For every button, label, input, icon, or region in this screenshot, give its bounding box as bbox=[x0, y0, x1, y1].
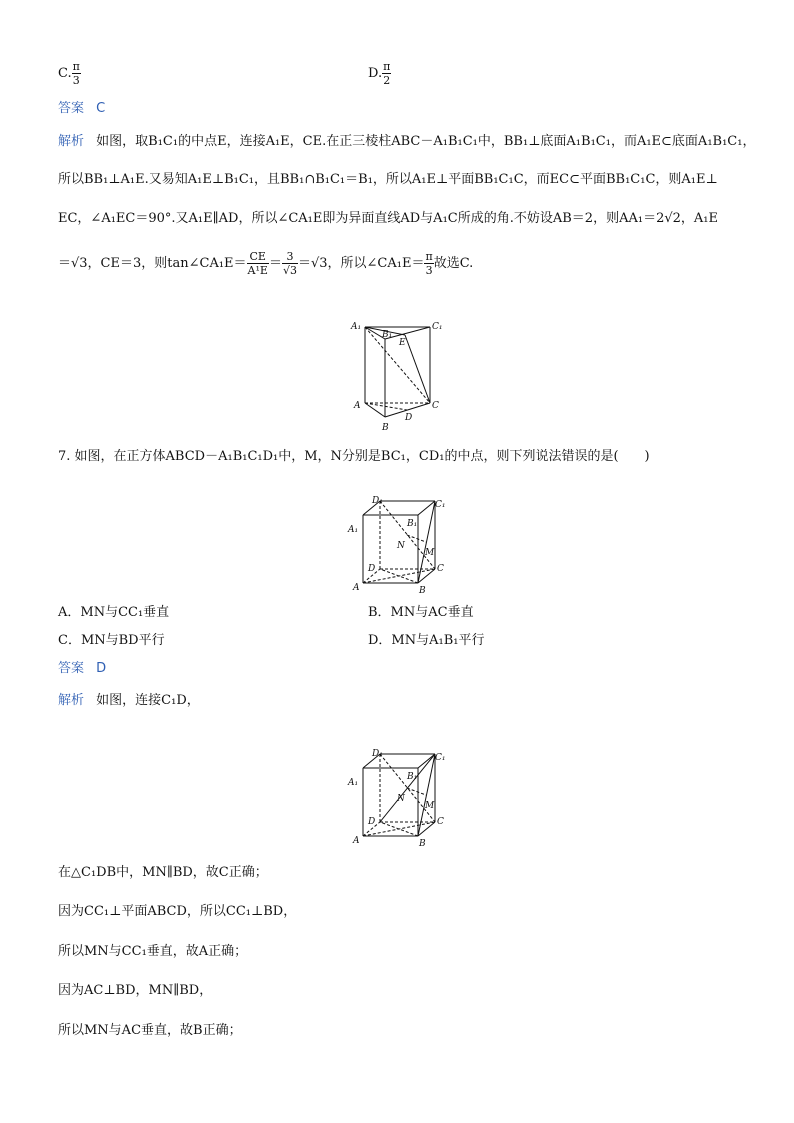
prism-figure bbox=[345, 315, 455, 437]
q6-answer-row bbox=[58, 101, 105, 117]
q6-analysis-text-1: 如图，取B₁C₁的中点E，连接A₁E，CE.在正三棱柱ABC－A₁B₁C₁中，BB₁⊥底面A₁B₁C₁，而A₁E⊂底面A₁B₁C₁， bbox=[96, 134, 756, 149]
label-b: B bbox=[382, 423, 389, 433]
cube-edge-bd-dashed bbox=[380, 569, 418, 583]
cube2-label-a1: A₁ bbox=[348, 778, 359, 788]
cube2-label-b: B bbox=[419, 839, 426, 848]
q7-analysis-intro bbox=[58, 693, 200, 709]
q6-fraction-3-root3: $\frac{3}{√3}$ bbox=[282, 250, 297, 277]
cube1-label-c1: C₁ bbox=[435, 500, 446, 510]
q6-fraction-ce-a1e: $\frac{CE}{\text{A¹E}}$ bbox=[247, 250, 268, 277]
q6-option-d-fraction: $\frac{\pi}{2}$ bbox=[383, 60, 391, 87]
cube1-label-m: M bbox=[425, 548, 435, 558]
cube1-label-n: N bbox=[397, 541, 405, 551]
q6-line4-part-b: ＝ bbox=[268, 256, 282, 271]
q7-step-4: 因为AC⊥BD，MN∥BD， bbox=[58, 983, 213, 998]
label-e: E bbox=[399, 338, 406, 348]
q6-line4-part-a: ＝√3，CE＝3，则tan∠CA₁E＝ bbox=[58, 256, 247, 271]
q7-option-c: C．MN与BD平行 bbox=[58, 633, 165, 648]
q7-analysis-intro-text: 如图，连接C₁D， bbox=[96, 693, 200, 708]
label-a1: A₁ bbox=[351, 322, 362, 332]
q6-option-d-letter: D. bbox=[368, 66, 383, 81]
q6-option-c bbox=[58, 60, 81, 87]
q7-step-1: 在△C₁DB中，MN∥BD，故C正确； bbox=[58, 865, 268, 880]
cube2-edge-bd-dashed bbox=[380, 822, 418, 836]
q6-option-d bbox=[368, 60, 391, 87]
cube2-label-c1: C₁ bbox=[435, 753, 446, 763]
cube-figure-1 bbox=[345, 495, 450, 595]
cube1-label-d: D bbox=[368, 564, 376, 574]
q6-analysis-line-1 bbox=[58, 134, 755, 150]
q7-step-3: 所以MN与CC₁垂直，故A正确； bbox=[58, 944, 248, 959]
q7-option-b: B．MN与AC垂直 bbox=[368, 605, 474, 620]
q6-analysis-line-3: EC，∠A₁EC＝90°.又A₁E∥AD，所以∠CA₁E即为异面直线AD与A₁C所成的角.不妨设AB＝2，则AA₁＝2√2，A₁E bbox=[58, 211, 718, 226]
cube1-label-b1: B₁ bbox=[407, 519, 418, 529]
label-d: D bbox=[405, 413, 413, 423]
q7-stem: 7. 如图，在正方体ABCD－A₁B₁C₁D₁中，M，N分别是BC₁，CD₁的中点，则下列说法错误的是( ) bbox=[58, 449, 650, 464]
q7-step-5: 所以MN与AC垂直，故B正确； bbox=[58, 1023, 242, 1038]
q6-answer-label: 答案 bbox=[58, 101, 85, 116]
q6-answer-value: C bbox=[96, 101, 106, 116]
label-c: C bbox=[432, 401, 439, 411]
cube2-label-b1: B₁ bbox=[407, 772, 418, 782]
cube-figure-2 bbox=[345, 748, 450, 848]
q6-line4-part-c: ＝√3，所以∠CA₁E＝ bbox=[297, 256, 425, 271]
cube2-label-n: N bbox=[397, 794, 405, 804]
cube1-label-c: C bbox=[437, 564, 444, 574]
cube2-label-m: M bbox=[425, 801, 435, 811]
cube2-label-d: D bbox=[368, 817, 376, 827]
q7-analysis-label: 解析 bbox=[58, 693, 85, 708]
cube1-label-d1: D₁ bbox=[372, 496, 383, 506]
label-a: A bbox=[354, 401, 361, 411]
q6-option-c-fraction: $\frac{\pi}{3}$ bbox=[72, 60, 80, 87]
q6-line4-part-d: 故选C. bbox=[433, 256, 474, 271]
q7-answer-row bbox=[58, 661, 106, 677]
q7-option-d: D．MN与A₁B₁平行 bbox=[368, 633, 485, 648]
edge-ad-dashed bbox=[365, 403, 407, 410]
edge-ec bbox=[405, 335, 430, 403]
label-c1: C₁ bbox=[432, 322, 443, 332]
cube2-label-d1: D₁ bbox=[372, 749, 383, 759]
cube1-label-a: A bbox=[353, 583, 360, 593]
label-b1: B₁ bbox=[382, 330, 393, 340]
cube2-label-c: C bbox=[437, 817, 444, 827]
q6-analysis-label: 解析 bbox=[58, 134, 85, 149]
q6-option-c-letter: C. bbox=[58, 66, 72, 81]
q6-analysis-line-4 bbox=[58, 250, 473, 277]
q7-answer-value: D bbox=[96, 661, 107, 676]
q6-fraction-pi-3: $\frac{\pi}{3}$ bbox=[425, 250, 433, 277]
cube1-label-b: B bbox=[419, 586, 426, 595]
cube2-label-a: A bbox=[353, 836, 360, 846]
edge-a1c-dashed bbox=[365, 327, 430, 403]
q7-option-a: A．MN与CC₁垂直 bbox=[58, 605, 170, 620]
q6-analysis-line-2: 所以BB₁⊥A₁E.又易知A₁E⊥B₁C₁，且BB₁∩B₁C₁＝B₁，所以A₁E⊥平面BB₁C₁C，而EC⊂平面BB₁C₁C，则A₁E⊥ bbox=[58, 172, 718, 187]
cube1-label-a1: A₁ bbox=[348, 525, 359, 535]
q7-answer-label: 答案 bbox=[58, 661, 85, 676]
q7-step-2: 因为CC₁⊥平面ABCD，所以CC₁⊥BD， bbox=[58, 904, 297, 919]
